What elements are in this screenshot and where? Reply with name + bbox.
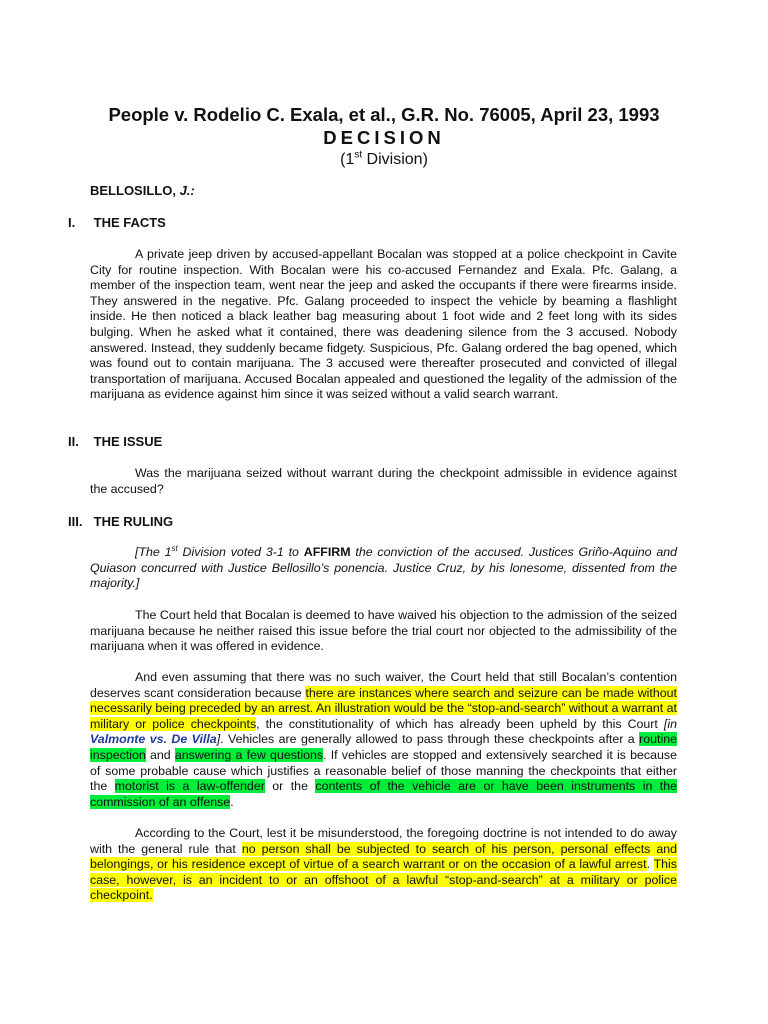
division-label xyxy=(0,150,768,170)
issue-paragraph: Was the marijuana seized without warrant during the checkpoint admissible in evidence against the accused? xyxy=(90,466,677,496)
ruling-paragraph-2 xyxy=(90,670,677,810)
ponente xyxy=(90,183,195,198)
text-run: And even assuming that there was no such waiver, the Court held that still Bocalan’s contention deserves scant consideration because xyxy=(90,670,677,700)
text-run: or the xyxy=(264,779,316,794)
ruling-paragraph-1: The Court held that Bocalan is deemed to have waived his objection to the admission of the seized marijuana because he neither raised this issue before the trial court nor objected to the admissibility of the marijuana when it was offered in evidence. xyxy=(90,608,677,654)
section-title: THE RULING xyxy=(93,514,174,529)
highlight-green: answering a few questions xyxy=(174,747,324,762)
section-ruling-heading xyxy=(68,514,173,529)
ruling-paragraph-3 xyxy=(90,826,677,904)
text-run: and xyxy=(145,747,175,762)
citation-bracket: [in xyxy=(663,716,677,731)
highlight-green: motorist is a law-offender xyxy=(114,779,265,794)
case-title: People v. Rodelio C. Exala, et al., G.R. No. 76005, April 23, 1993 xyxy=(108,104,660,125)
division-rest: Division) xyxy=(362,151,428,168)
citation-bracket: ] xyxy=(216,732,221,747)
highlight-yellow: no person shall be subjected to search of his person, personal effects and belongings, or his residence except of virtue of a search warrant or on the occasion of a lawful arrest xyxy=(90,841,677,872)
section-issue-heading xyxy=(68,434,162,449)
text-run: . xyxy=(230,794,234,809)
note-part: Division voted 3-1 to xyxy=(177,545,304,559)
text-run: , the constitutionality of which has already been upheld by this Court xyxy=(256,716,664,731)
section-title: THE ISSUE xyxy=(93,434,163,449)
highlight-yellow: This case, however, is an incident to or an offshoot of a lawful “stop-and-search” at a military or police checkpoint. xyxy=(90,857,677,903)
note-sup: st xyxy=(171,543,178,553)
section-number: I. xyxy=(68,215,76,230)
judge-name: BELLOSILLO, xyxy=(90,183,180,198)
section-number: II. xyxy=(68,434,79,449)
decision-heading: DECISION xyxy=(323,127,445,148)
section-number: III. xyxy=(68,514,83,529)
highlight-green: contents of the vehicle are or have been instruments in the commission of an offense xyxy=(90,779,677,809)
affirm-label: AFFIRM xyxy=(303,545,351,559)
highlight-green: routine inspection xyxy=(90,732,677,762)
note-part: [The 1 xyxy=(135,545,172,559)
division-sup: st xyxy=(354,149,363,161)
highlight-yellow: there are instances where search and seizure can be made without necessarily being preceded by an arrest. An illustration would be the “stop-and-search” without a warrant at military or police checkpoints xyxy=(90,685,677,731)
text-run: . If vehicles are stopped and extensively searched it is because of some probable cause which justifies a reasonable belief of those manning the checkpoints that either the xyxy=(90,747,677,794)
facts-paragraph: A private jeep driven by accused-appellant Bocalan was stopped at a police checkpoint in Cavite City for routine inspection. With Bocalan were his co-accused Fernandez and Exala. Pfc. Galang, a member of the inspection team, went near the jeep and asked the occupants if there were firearms inside. They answered in the negative. Pfc. Galang proceeded to inspect the vehicle by beaming a flashlight inside. He then noticed a black leather bag measuring about 1 foot wide and 2 feet long with its sides bulging. When he asked what it contained, there was deadening silence from the 3 accused. Nobody answered. Instead, they suddenly became fidgety. Suspicious, Pfc. Galang ordered the bag opened, which was found out to contain marijuana. The 3 accused were thereafter prosecuted and convicted of illegal transportation of marijuana. Accused Bocalan appealed and questioned the legality of the admission of the marijuana as evidence against him since it was seized without a valid search warrant. xyxy=(90,247,677,402)
section-facts-heading xyxy=(68,215,166,230)
text-run: . xyxy=(646,857,654,872)
ruling-note xyxy=(90,545,677,592)
section-title: THE FACTS xyxy=(93,215,166,230)
text-run: According to the Court, lest it be misunderstood, the foregoing doctrine is not intended to do away with the general rule that xyxy=(90,826,677,856)
judge-title: J.: xyxy=(179,183,195,198)
text-run: . Vehicles are generally allowed to pass through these checkpoints after a xyxy=(220,732,640,747)
note-part: the conviction of the accused. Justices Griño-Aquino and Quiason concurred with Justice Bellosillo’s ponencia. Justice Cruz, by his lonesome, dissented from the majority.] xyxy=(90,545,677,591)
division-open: (1 xyxy=(340,151,355,168)
case-citation: Valmonte vs. De Villa xyxy=(90,732,217,747)
